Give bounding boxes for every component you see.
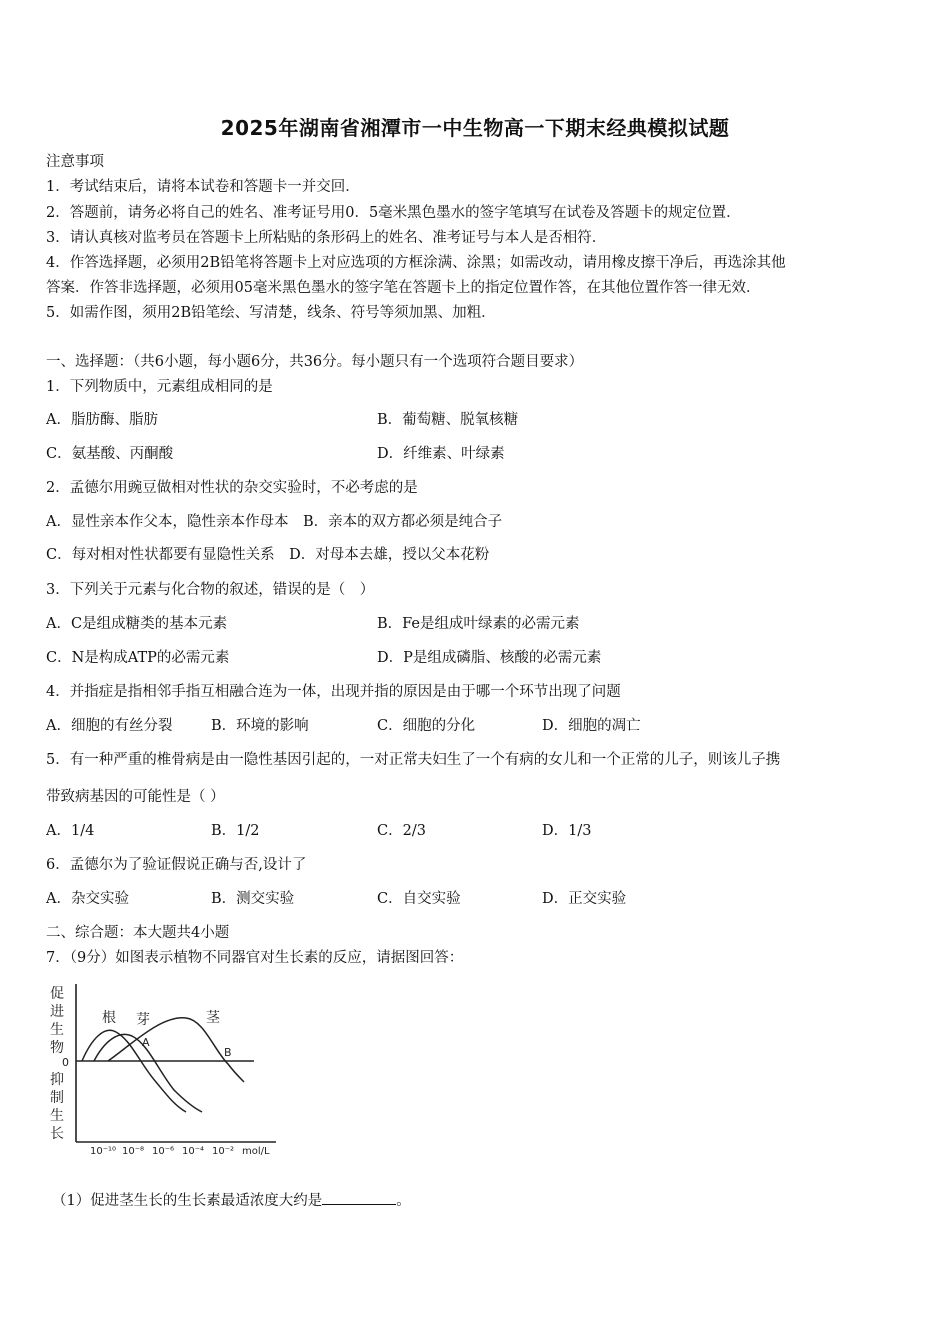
root-curve	[82, 1030, 186, 1112]
y-label-char: 制	[50, 1090, 64, 1106]
notice-item: 5．如需作图，须用2B铅笔绘、写清楚，线条、符号等须加黑、加粗．	[46, 305, 496, 321]
option-d: D．细胞的凋亡	[542, 718, 641, 734]
option-b: B．测交实验	[211, 891, 295, 907]
option-c: C．细胞的分化	[377, 718, 476, 734]
sub-question-1-text: （1）促进茎生长的生长素最适浓度大约是	[52, 1193, 323, 1209]
question-stem: 3．下列关于元素与化合物的叙述，错误的是（ ）	[46, 582, 375, 598]
page-title: 2025年湖南省湘潭市一中生物高一下期末经典模拟试题	[220, 116, 730, 140]
option-a: A．脂肪酶、脂肪	[46, 412, 158, 428]
y-label-char: 生	[50, 1022, 64, 1038]
y-label-char: 物	[50, 1040, 64, 1056]
answer-blank[interactable]	[322, 1190, 396, 1205]
option-c: C．自交实验	[377, 891, 461, 907]
notice-item: 1．考试结束后，请将本试卷和答题卡一并交回．	[46, 179, 360, 195]
sub-question-1	[52, 1190, 411, 1211]
x-tick-label: 10⁻⁴	[182, 1146, 205, 1157]
option-b: B．葡萄糖、脱氧核糖	[377, 412, 519, 428]
option-b: B．1/2	[211, 823, 260, 839]
option-a: A．细胞的有丝分裂	[46, 718, 173, 734]
notice-heading: 注意事项	[46, 154, 104, 170]
question-stem: 5．有一种严重的椎骨病是由一隐性基因引起的，一对正常夫妇生了一个有病的女儿和一个正常的儿子，则该儿子携	[46, 752, 781, 768]
option-d: D．1/3	[542, 823, 592, 839]
x-tick-label: 10⁻⁸	[122, 1146, 145, 1157]
option-b: B．环境的影响	[211, 718, 309, 734]
notice-item: 答案．作答非选择题，必须用05毫米黑色墨水的签字笔在答题卡上的指定位置作答，在其他位置作答一律无效．	[46, 280, 761, 296]
stem-label: 茎	[206, 1010, 220, 1026]
auxin-response-figure	[46, 980, 286, 1160]
notice-item: 4．作答选择题，必须用2B铅笔将答题卡上对应选项的方框涂满、涂黑；如需改动，请用橡皮擦干净后，再选涂其他	[46, 255, 786, 271]
option-c: C．氨基酸、丙酮酸	[46, 446, 174, 462]
option-a: A．杂交实验	[46, 891, 129, 907]
section-heading: 二、综合题：本大题共4小题	[46, 925, 230, 941]
point-b-label: B	[224, 1046, 232, 1059]
option-c: C．2/3	[377, 823, 426, 839]
option-a: A．C是组成糖类的基本元素	[46, 616, 228, 632]
option-cd: C．每对相对性状都要有显隐性关系 D．对母本去雄，授以父本花粉	[46, 547, 490, 563]
y-label-char: 抑	[50, 1072, 64, 1088]
question-stem-cont: 带致病基因的可能性是（ ）	[46, 789, 225, 805]
x-unit-label: mol/L	[242, 1146, 270, 1157]
root-label: 根	[102, 1010, 116, 1026]
x-tick-label: 10⁻⁶	[152, 1146, 175, 1157]
option-d: D．P是组成磷脂、核酸的必需元素	[377, 650, 602, 666]
question-stem: 6．孟德尔为了验证假说正确与否,设计了	[46, 857, 307, 873]
option-a: A．1/4	[46, 823, 95, 839]
sub-question-1-end: 。	[396, 1193, 411, 1209]
y-label-char: 促	[50, 986, 64, 1002]
notice-item: 3．请认真核对监考员在答题卡上所粘贴的条形码上的姓名、准考证号与本人是否相符．	[46, 230, 607, 246]
point-a-label: A	[142, 1036, 150, 1049]
y-label-char: 长	[50, 1126, 64, 1142]
zero-label: 0	[62, 1056, 69, 1069]
option-ab: A．显性亲本作父本，隐性亲本作母本 B．亲本的双方都必须是纯合子	[46, 514, 503, 530]
option-d: D．纤维素、叶绿素	[377, 446, 505, 462]
x-tick-label: 10⁻¹⁰	[90, 1146, 117, 1157]
section-heading: 一、选择题：（共6小题，每小题6分，共36分。每小题只有一个选项符合题目要求）	[46, 354, 584, 370]
option-c: C．N是构成ATP的必需元素	[46, 650, 230, 666]
bud-label: 芽	[136, 1012, 150, 1028]
question-stem: 2．孟德尔用豌豆做相对性状的杂交实验时，不必考虑的是	[46, 480, 418, 496]
question-stem: 1．下列物质中，元素组成相同的是	[46, 379, 273, 395]
notice-item: 2．答题前，请务必将自己的姓名、准考证号用0．5毫米黑色墨水的签字笔填写在试卷及答题卡的规定位置．	[46, 205, 741, 221]
y-label-char: 生	[50, 1108, 64, 1124]
y-label-char: 进	[50, 1004, 64, 1020]
question-stem: 4．并指症是指相邻手指互相融合连为一体，出现并指的原因是由于哪一个环节出现了问题	[46, 684, 621, 700]
option-d: D．正交实验	[542, 891, 627, 907]
option-b: B．Fe是组成叶绿素的必需元素	[377, 616, 580, 632]
x-tick-label: 10⁻²	[212, 1146, 235, 1157]
question-stem: 7．（9分）如图表示植物不同器官对生长素的反应，请据图回答：	[46, 950, 464, 966]
